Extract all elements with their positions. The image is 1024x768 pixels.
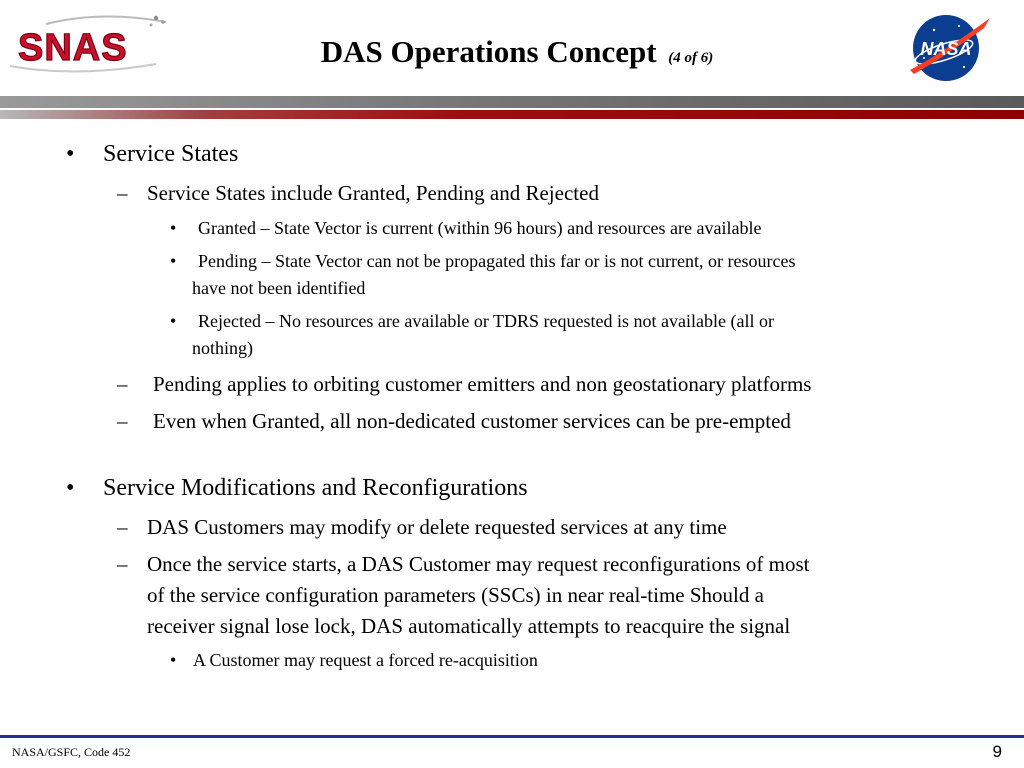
sub-once-service-starts-line2: of the service configuration parameters (SSCs) in near real-time Should a (147, 583, 764, 607)
sub-pending-applies: Pending applies to orbiting customer emitters and non geostationary platforms (153, 372, 812, 396)
bullet-marker: • (66, 475, 75, 501)
bullet-marker: • (170, 650, 177, 670)
bullet-service-modifications: Service Modifications and Reconfigurations (103, 475, 528, 501)
header-band-gray (0, 96, 1024, 108)
footer-rule (0, 735, 1024, 738)
sub-das-customers-modify: DAS Customers may modify or delete requested services at any time (147, 515, 727, 539)
footer-org: NASA/GSFC, Code 452 (12, 745, 131, 759)
title-main: DAS Operations Concept (320, 34, 657, 69)
item-granted: Granted – State Vector is current (within 96 hours) and resources are available (198, 218, 762, 238)
item-rejected-line2: nothing) (192, 338, 253, 358)
dash-marker: – (117, 515, 128, 539)
page-title (0, 34, 1024, 70)
item-forced-reacquisition: A Customer may request a forced re-acquisition (193, 650, 538, 670)
page-number: 9 (992, 742, 1002, 761)
item-rejected-line1: Rejected – No resources are available or TDRS requested is not available (all or (198, 311, 774, 331)
dash-marker: – (117, 409, 128, 433)
bullet-marker: • (66, 141, 75, 167)
title-page-indicator: (4 of 6) (668, 50, 714, 66)
sub-service-states-include: Service States include Granted, Pending and Rejected (147, 181, 599, 205)
dash-marker: – (117, 181, 128, 205)
snas-logo-text: SNAS (18, 27, 128, 69)
dash-marker: – (117, 552, 128, 576)
bullet-marker: • (170, 251, 177, 271)
bullet-marker: • (170, 218, 177, 238)
sub-even-when-granted: Even when Granted, all non-dedicated customer services can be pre-empted (153, 409, 791, 433)
bullet-service-states: Service States (103, 141, 239, 167)
sub-once-service-starts-line1: Once the service starts, a DAS Customer may request reconfigurations of most (147, 552, 810, 576)
item-pending-line1: Pending – State Vector can not be propagated this far or is not current, or resources (198, 251, 796, 271)
nasa-meatball-logo (904, 12, 992, 84)
sub-once-service-starts-line3: receiver signal lose lock, DAS automatically attempts to reacquire the signal (147, 614, 791, 638)
nasa-logo-text: NASA (920, 39, 972, 59)
bullet-marker: • (170, 311, 177, 331)
item-pending-line2: have not been identified (192, 278, 366, 298)
dash-marker: – (117, 372, 128, 396)
header-band-red (0, 110, 1024, 119)
